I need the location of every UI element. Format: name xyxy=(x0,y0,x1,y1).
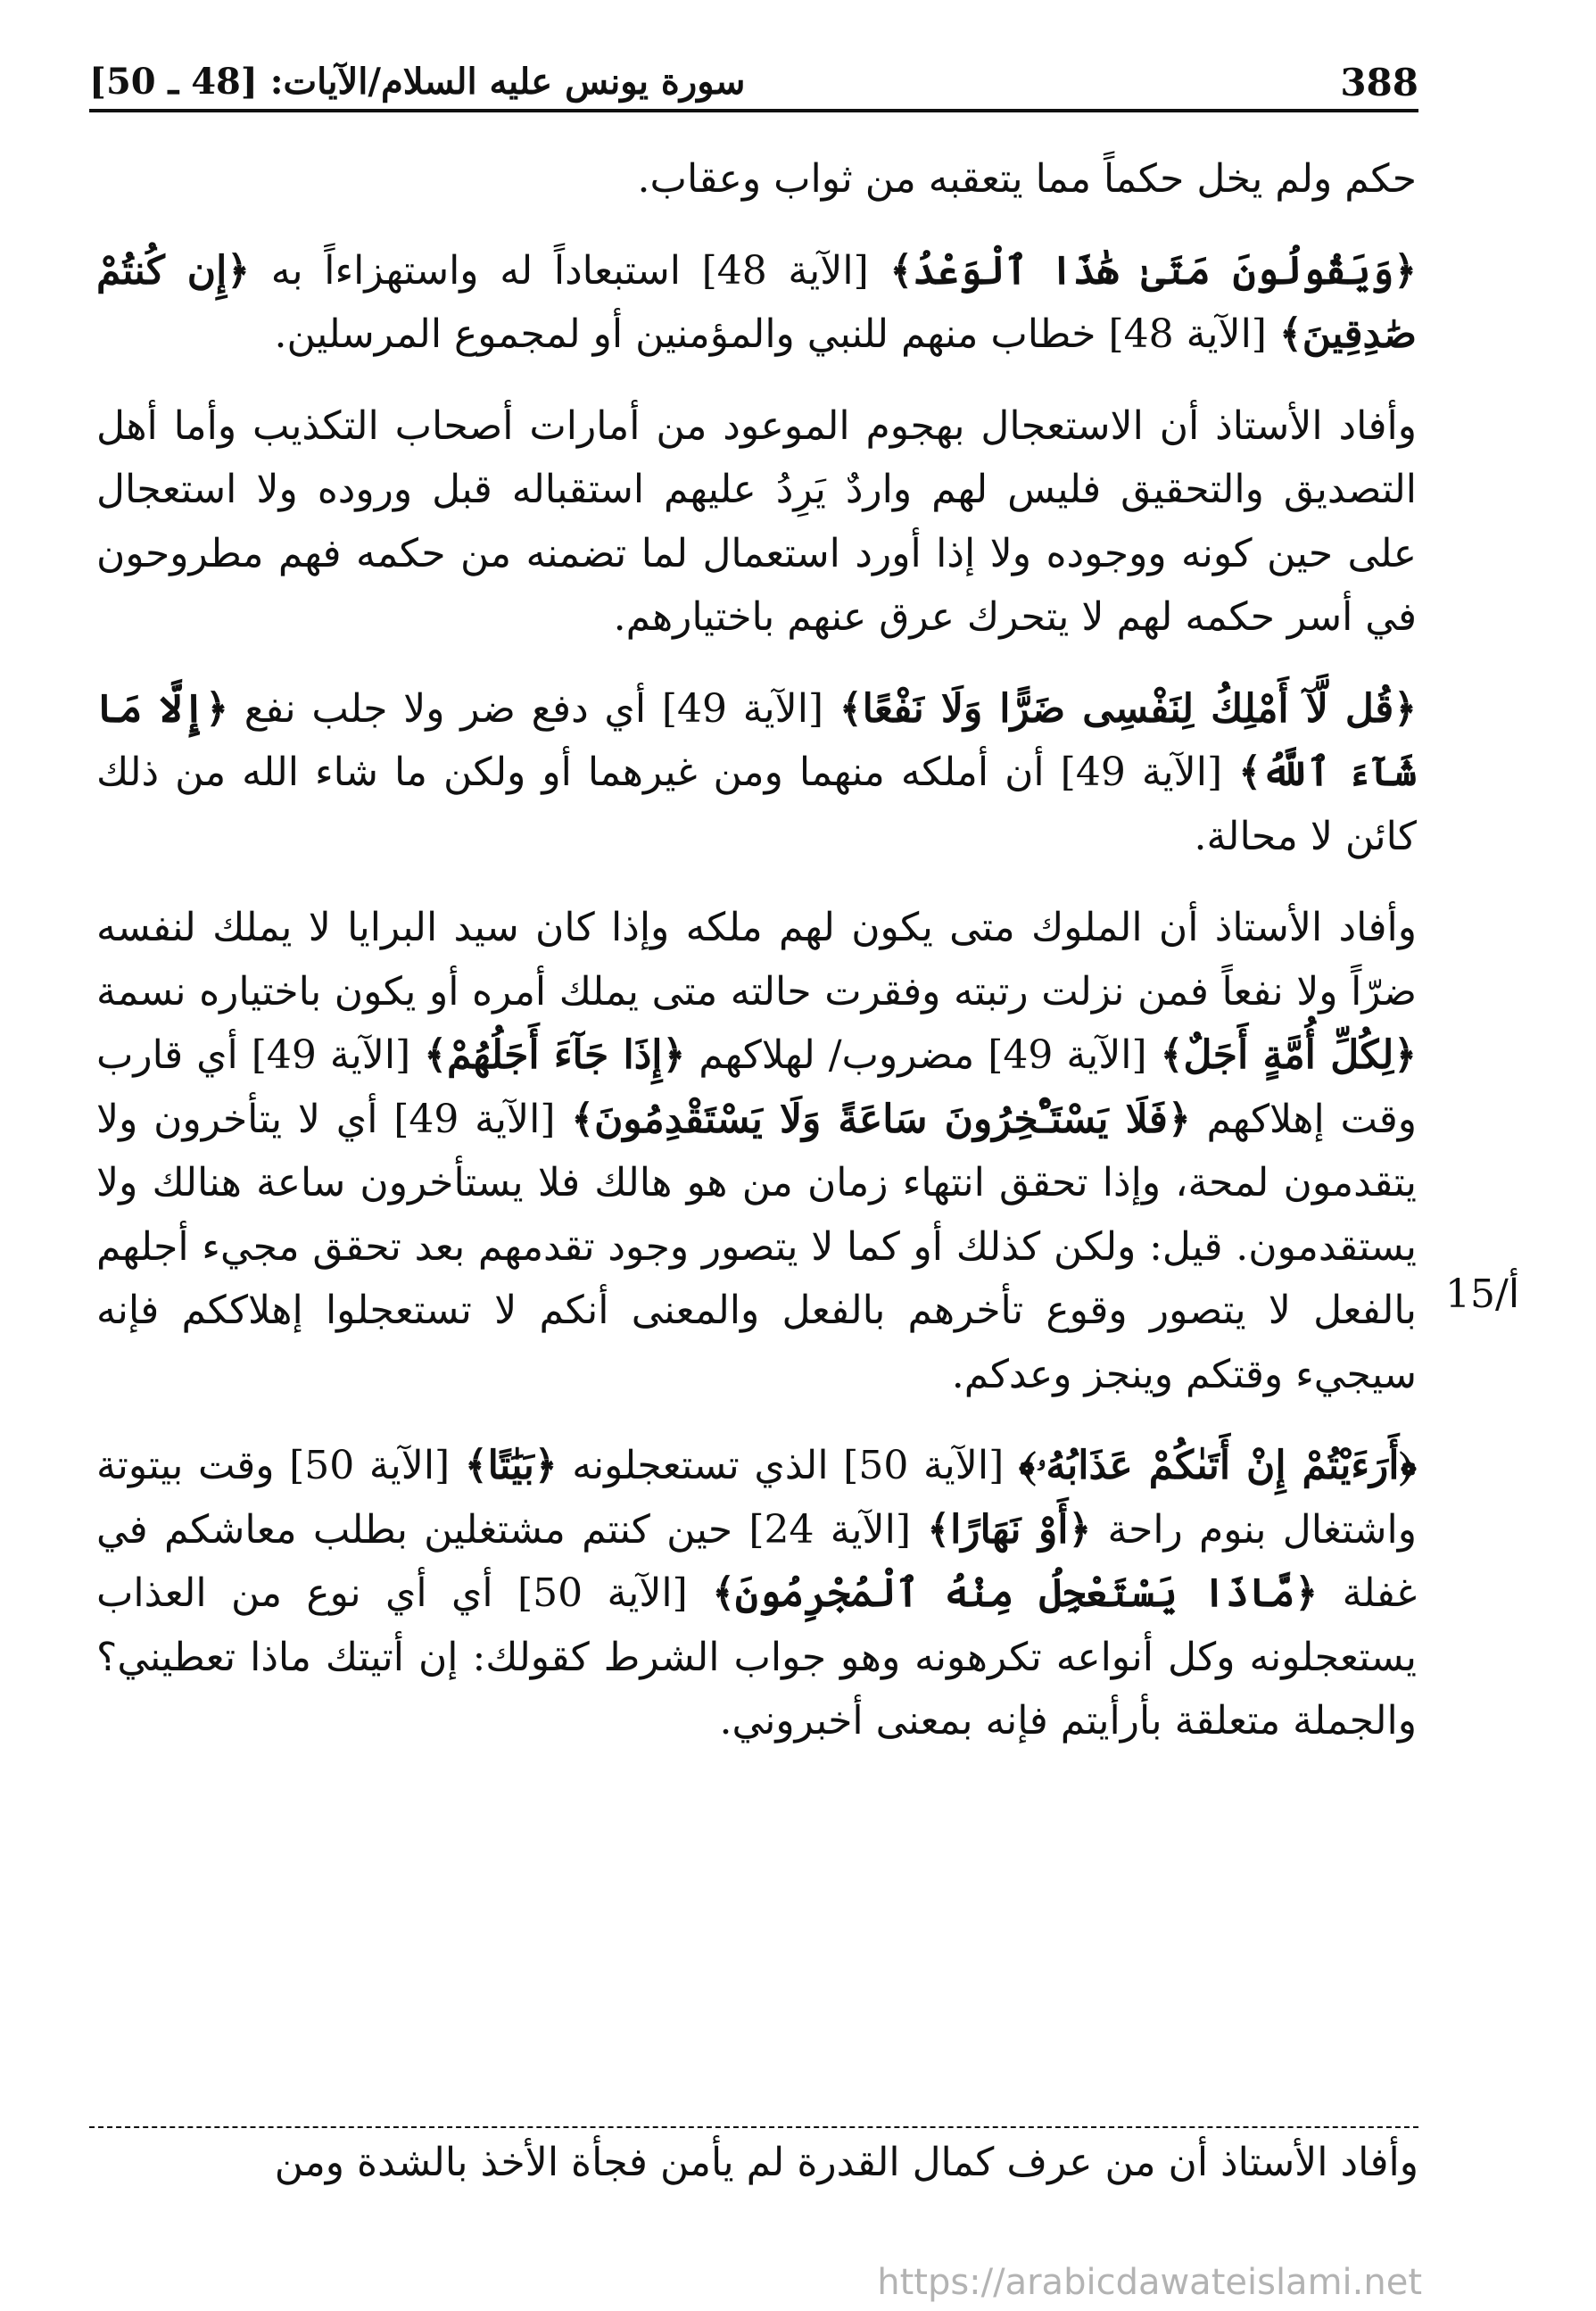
quran-verse: ﴿فَلَا يَسْتَـْٔخِرُونَ سَاعَةً وَلَا يَسْتَقْدِمُونَ﴾ xyxy=(571,1096,1191,1142)
body-text xyxy=(96,147,1417,1781)
margin-note: 15/أ xyxy=(1445,1271,1520,1317)
paragraph xyxy=(96,1434,1417,1753)
commentary-text: [الآية 49] أن أملكه منهما ومن غيرهما أو ولكن ما شاء الله من ذلك كائن لا محالة. xyxy=(96,750,1417,859)
commentary-text: حكم ولم يخل حكماً مما يتعقبه من ثواب وعقاب. xyxy=(637,156,1417,202)
header-rule xyxy=(89,109,1418,112)
separator-rule xyxy=(89,2126,1418,2128)
commentary-text: [الآية 24] حين كنتم مشتغلين بطلب معاشكم في غفلة xyxy=(96,1506,1417,1616)
commentary-text: [الآية 48] استبعاداً له واستهزاءاً به xyxy=(250,247,890,294)
quran-verse: ﴿بَيَٰتًا﴾ xyxy=(464,1443,558,1488)
paragraph xyxy=(96,394,1417,650)
quran-verse: ﴿أَرَءَيْتُمْ إِنْ أَتَىٰكُمْ عَذَابُهُۥ﴾ xyxy=(1018,1443,1417,1488)
quran-verse: ﴿إِلَّا مَا شَآءَ ٱللَّهُ﴾ xyxy=(96,685,1418,795)
quran-verse: ﴿وَيَقُولُونَ مَتَىٰ هَٰذَا ٱلْوَعْدُ﴾ xyxy=(889,247,1418,294)
commentary-text: [الآية 50] الذي تستعجلونه xyxy=(557,1443,1019,1488)
commentary-text: [الآية 49] مضروب/ لهلاكهم xyxy=(685,1032,1161,1078)
paragraph xyxy=(96,677,1417,869)
quran-verse: ﴿أَوْ نَهَارًا﴾ xyxy=(927,1506,1092,1553)
paragraph xyxy=(96,147,1417,211)
commentary-text: [الآية 49] أي لا يتأخرون ولا يتقدمون لمحة، وإذا تحقق انتهاء زمان من هو هالك فلا يستأخرون ساعة هنالك ولا يستقدمون. قيل: ولكن كذلك أو كما لا يتصور وجود تقدمهم بعد تحقق مجيء أجلهم بالفعل لا يتصور وقوع تأخرهم بالفعل والمعنى أنكم لا تستعجلوا إهلاككم فإنه سيجيء وقتكم وينجز وعدكم. xyxy=(96,1096,1417,1397)
commentary-text: وأفاد الأستاذ أن الملوك متى يكون لهم ملكه وإذا كان سيد البرايا لا يملك لنفسه ضرّاً ولا نفعاً فمن نزلت رتبته وفقرت حالته متى يملك أمره أو يكون باختياره نسمة xyxy=(96,905,1417,1015)
quran-verse: ﴿لِكُلِّ أُمَّةٍ أَجَلٌ﴾ xyxy=(1160,1032,1418,1078)
quran-verse: ﴿قُل لَّآ أَمْلِكُ لِنَفْسِى ضَرًّا وَلَا نَفْعًا﴾ xyxy=(839,685,1418,732)
quran-verse: ﴿مَّاذَا يَسْتَعْجِلُ مِنْهُ ٱلْمُجْرِمُونَ﴾ xyxy=(712,1570,1319,1616)
commentary-text: [الآية 48] خطاب منهم للنبي والمؤمنين أو لمجموع المرسلين. xyxy=(274,311,1279,357)
page-number: 388 xyxy=(1340,61,1418,104)
commentary-text: [الآية 49] أي دفع ضر ولا جلب نفع xyxy=(228,685,839,732)
paragraph xyxy=(96,896,1417,1406)
quran-verse: ﴿إِذَا جَآءَ أَجَلُهُمْ﴾ xyxy=(424,1032,686,1078)
running-title: سورة يونس عليه السلام/الآيات: [48 ـ 50] xyxy=(89,61,746,103)
paragraph xyxy=(96,239,1417,367)
commentary-text: وأفاد الأستاذ أن الاستعجال بهجوم الموعود من أمارات أصحاب التكذيب وأما أهل التصديق والتحقيق فليس لهم واردٌ يَرِدُ عليهم استقباله قبل وروده ولا استعجال على حين كونه ووجوده ولا إذا أورد استعمال لما تضمنه من حكمه فهم مطروحون في أسر حكمه لهم لا يتحرك عرق عنهم باختيارهم. xyxy=(96,402,1417,640)
continuation-line: وأفاد الأستاذ أن من عرف كمال القدرة لم يأمن فجأة الأخذ بالشدة ومن xyxy=(274,2140,1418,2185)
commentary-text: [الآية 50] أي أي نوع من العذاب يستعجلونه وكل أنواعه تكرهونه وهو جواب الشرط كقولك: إن أتيتك ماذا تعطيني؟ والجملة متعلقة بأرأيتم فإنه بمعنى أخبروني. xyxy=(96,1570,1417,1744)
commentary-text: [الآية 49] أي قارب وقت إهلاكهم xyxy=(96,1032,1417,1142)
watermark-url: https://arabicdawateislami.net xyxy=(877,2262,1422,2303)
commentary-text: [الآية 50] وقت بيتوتة واشتغال بنوم راحة xyxy=(96,1443,1417,1553)
quran-verse: ﴿إِن كُنتُمْ صَٰدِقِينَ﴾ xyxy=(96,247,1417,357)
